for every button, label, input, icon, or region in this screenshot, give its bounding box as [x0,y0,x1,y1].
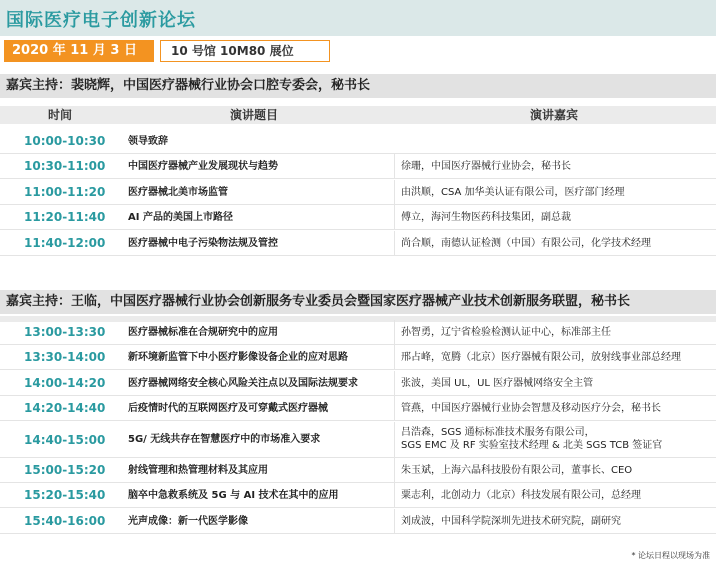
row-speaker: 刘成波，中国科学院深圳先进技术研究院，副研究 [394,509,621,533]
table-row [0,154,716,179]
row-topic: 医疗器械中电子污染物法规及管控 [128,238,278,249]
row-topic: 射线管理和热管理材料及其应用 [128,465,268,476]
row-time: 13:30-14:00 [24,350,106,364]
row-time: 10:00-10:30 [24,134,106,148]
column-header [0,106,716,124]
row-topic: 后疫情时代的互联网医疗及可穿戴式医疗器械 [128,403,328,414]
forum-title: 国际医疗电子创新论坛 [6,10,196,31]
forum-date: 2020 年 11 月 3 日 [4,40,154,62]
table-row [0,345,716,370]
row-time: 11:20-11:40 [24,210,106,224]
footnote: * 论坛日程以现场为准 [631,551,710,560]
row-topic: 5G/ 无线共存在智慧医疗中的市场准入要求 [128,434,321,445]
row-speaker: 张波，美国 UL，UL 医疗器械网络安全主管 [394,371,593,395]
row-speaker: 徐珊，中国医疗器械行业协会，秘书长 [394,154,571,178]
row-time: 15:00-15:20 [24,463,106,477]
title-bar [0,0,716,36]
row-time: 10:30-11:00 [24,159,106,173]
col-time: 时间 [48,108,73,122]
table-row [0,396,716,421]
table-row [0,180,716,205]
row-topic: 领导致辞 [128,136,168,147]
row-speaker: 邢占峰，宽腾（北京）医疗器械有限公司，放射线事业部总经理 [394,345,681,369]
table-row [0,205,716,230]
row-speaker: 孙智勇，辽宁省检验检测认证中心，标准部主任 [394,320,611,344]
row-time: 15:40-16:00 [24,514,106,528]
row-time: 15:20-15:40 [24,488,106,502]
row-topic: 医疗器械网络安全核心风险关注点以及国际法规要求 [128,378,358,389]
row-topic: 医疗器械标准在合规研究中的应用 [128,327,278,338]
table-row [0,509,716,534]
row-time: 14:00-14:20 [24,376,106,390]
date-row [0,40,716,62]
row-speaker: 管燕，中国医疗器械行业协会智慧及移动医疗分会，秘书长 [394,396,661,420]
col-speaker: 演讲嘉宾 [530,108,579,122]
table-row [0,320,716,345]
col-topic: 演讲题目 [230,108,279,122]
row-time: 13:00-13:30 [24,325,106,339]
row-speaker-line2: SGS EMC 及 RF 实验室技术经理 & 北美 SGS TCB 签证官 [401,440,663,451]
table-row [0,231,716,256]
row-speaker: 由洪顺，CSA 加华美认证有限公司，医疗部门经理 [394,180,625,204]
row-speaker: 朱玉斌，上海六晶科技股份有限公司，董事长、CEO [394,458,632,482]
row-speaker: 傅立，海河生物医药科技集团，副总裁 [394,205,571,229]
table-row [0,129,716,154]
row-speaker [394,422,662,457]
session1-host: 嘉宾主持：裴晓辉，中国医疗器械行业协会口腔专委会，秘书长 [0,74,716,98]
row-time: 11:00-11:20 [24,185,106,199]
row-topic: 医疗器械北美市场监管 [128,187,228,198]
row-speaker: 粟志利，北创动力（北京）科技发展有限公司，总经理 [394,483,641,507]
row-speaker-line1: 吕浩森，SGS 通标标准技术服务有限公司， [401,427,595,438]
row-topic: 新环境新监管下中小医疗影像设备企业的应对思路 [128,352,348,363]
row-topic: 脑卒中急救系统及 5G 与 AI 技术在其中的应用 [128,490,339,501]
row-speaker: 尚合顺，南德认证检测（中国）有限公司，化学技术经理 [394,231,651,255]
session2-host: 嘉宾主持：王临，中国医疗器械行业协会创新服务专业委员会暨国家医疗器械产业技术创新服务联盟，秘书长 [0,290,716,314]
row-time: 14:40-15:00 [24,433,106,447]
row-topic: 中国医疗器械产业发展现状与趋势 [128,161,278,172]
row-topic: 光声成像：新一代医学影像 [128,516,248,527]
row-time: 11:40-12:00 [24,236,106,250]
table-row [0,422,716,458]
row-time: 14:20-14:40 [24,401,106,415]
forum-hall: 10 号馆 10M80 展位 [160,40,330,62]
table-row [0,458,716,483]
table-row [0,483,716,508]
table-row [0,371,716,396]
row-topic: AI 产品的美国上市路径 [128,212,233,223]
